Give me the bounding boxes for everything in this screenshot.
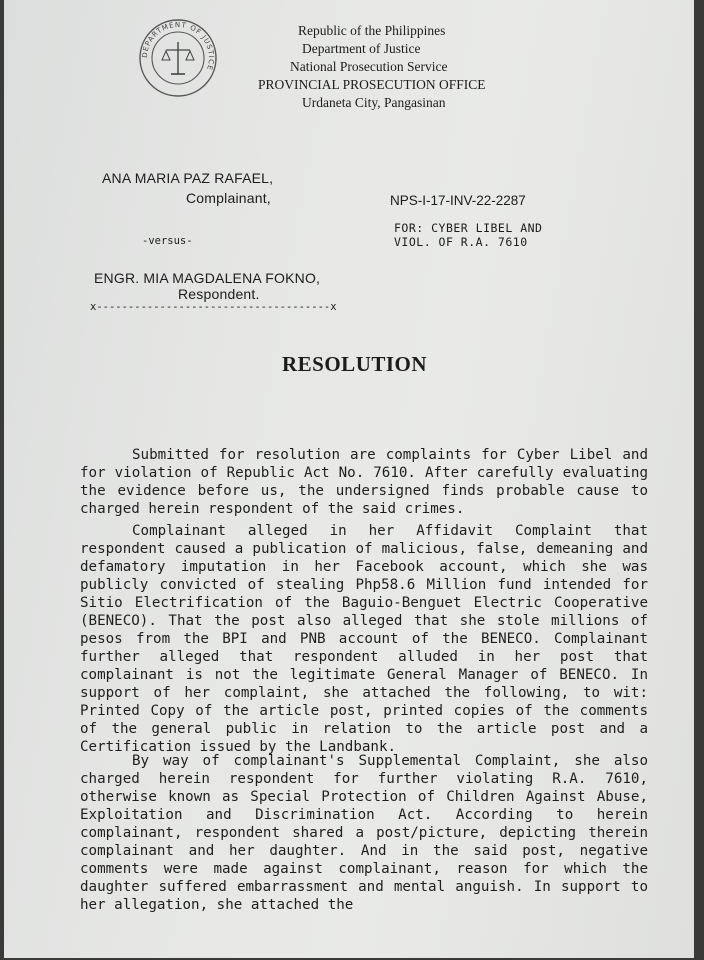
header-republic: Republic of the Philippines (298, 23, 446, 38)
respondent-name: ENGR. MIA MAGDALENA FOKNO, (94, 270, 321, 286)
doj-seal-icon (138, 18, 218, 98)
complainant-role: Complainant, (186, 190, 271, 206)
paragraph-1 (80, 446, 648, 518)
document-page (4, 0, 694, 958)
paragraph-2-text: Complainant alleged in her Affidavit Complaint that respondent caused a publication of malicious, false, demeaning and defamatory imputation in her Facebook account, which she was publicly convicted of stealing Php58.6 Million fund intended for Sitio Electrification of the Baguio-Benguet Electric Cooperative (BENECO). That the post also alleged that she stole millions of pesos from the BPI and PNB account of the BENECO. Complainant further alleged that respondent alluded in her post that complainant is not the legitimate General Manager of BENECO. In support of her complaint, she attached the following, to wit: Printed Copy of the article post, printed copies of the comments of the general public in relation to the article post and a Certification issued by the Landbank. (80, 523, 648, 755)
respondent-role: Respondent. (178, 286, 260, 302)
svg-text:DEPARTMENT OF JUSTICE: DEPARTMENT OF JUSTICE (140, 20, 216, 72)
paragraph-2 (80, 522, 648, 756)
header-department: Department of Justice (302, 41, 421, 56)
case-number: NPS-I-17-INV-22-2287 (390, 193, 526, 208)
paragraph-1-text: Submitted for resolution are complaints for Cyber Libel and for violation of Republic Act No. 7610. After carefully evaluating the evidence before us, the undersigned finds probable cause to charged herein respondent of the said crimes. (80, 447, 648, 517)
caption-separator: x-------------------------------------x (90, 301, 337, 313)
header-city: Urdaneta City, Pangasinan (302, 95, 446, 110)
header-office: PROVINCIAL PROSECUTION OFFICE (258, 77, 486, 92)
versus-label: -versus- (142, 235, 193, 247)
header-prosecution-service: National Prosecution Service (290, 59, 448, 74)
complainant-name: ANA MARIA PAZ RAFAEL, (102, 170, 274, 186)
paragraph-3 (80, 752, 648, 914)
case-for-line1: FOR: CYBER LIBEL AND (394, 221, 543, 235)
paragraph-3-text: By way of complainant's Supplemental Complaint, she also charged herein respondent for further violating R.A. 7610, otherwise known as Special Protection of Children Against Abuse, Exploitation and Discrimination Act. According to herein complainant, respondent shared a post/picture, depicting therein complainant and her daughter. And in the said post, negative comments were made against complainant, reason for which the daughter suffered embarrassment and mental anguish. In support to her allegation, she attached the (80, 753, 648, 913)
case-for-line2: VIOL. OF R.A. 7610 (394, 235, 528, 249)
resolution-title: RESOLUTION (282, 352, 428, 376)
